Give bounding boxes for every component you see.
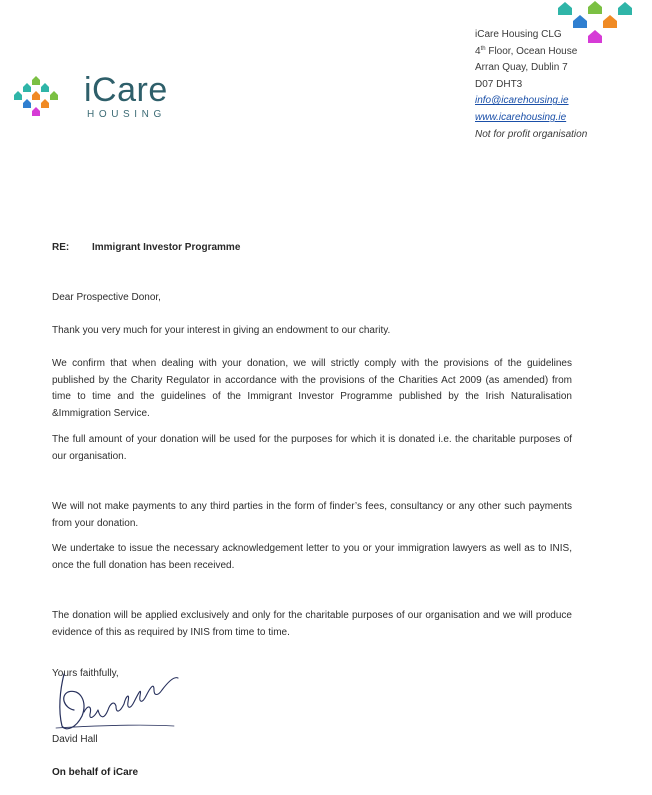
email-link[interactable]: info@icarehousing.ie [475,95,569,107]
subject-line [52,242,240,253]
house-shape-teal-right [618,2,632,15]
address-org-name: iCare Housing CLG [475,29,562,40]
house-cluster-logo-icon [13,74,59,120]
logo-wordmark: iCare [84,71,168,109]
closing: Yours faithfully, [52,668,119,679]
paragraph-thanks: Thank you very much for your interest in giving an endowment to our charity. [52,325,391,336]
nonprofit-note: Not for profit organisation [475,128,588,140]
address-floor [475,44,645,61]
paragraph-applied: The donation will be applied exclusively and only for the charitable purposes of our organisation and we will produce evidence of this as required by INIS from time to time. [52,610,572,638]
address-floor-rest: Floor, Ocean House [485,45,578,57]
paragraph-no-payments: We will not make payments to any third parties in the form of finder’s fees, consultancy or any other such payments from your donation. [52,501,572,529]
handwritten-signature [50,666,200,736]
address-street: Arran Quay, Dublin 7 [475,62,568,74]
house-shape-green [588,1,602,14]
icare-housing-logo [13,72,173,122]
address-block [475,27,645,143]
signatory-name: David Hall [52,734,98,745]
paragraph-full-amount: The full amount of your donation will be used for the purposes for which it is donated i.e. the charitable purposes of our organisation. [52,434,572,462]
re-subject: Immigrant Investor Programme [92,242,241,253]
address-postcode: D07 DHT3 [475,78,523,90]
logo-subtitle: HOUSING [87,109,166,120]
paragraph-acknowledgement: We undertake to issue the necessary acknowledgement letter to you or your immigration lawyers as well as to INIS, once the full donation has been received. [52,543,572,571]
on-behalf-line: On behalf of iCare [52,767,139,778]
address-floor-suffix: th [480,45,486,52]
house-shape-teal [558,2,572,15]
address-floor-number: 4 [475,45,481,57]
paragraph-confirm: We confirm that when dealing with your donation, we will strictly comply with the provisions of the guidelines published by the Charity Regulator in accordance with the provisions of the Charities Act 2009 (as amended) from time to time and the guidelines of the Immigrant Investor Programme published by the Irish Naturalisation &Immigration Service. [52,358,572,420]
website-link[interactable]: www.icarehousing.ie [475,111,567,123]
re-label: RE: [52,242,70,253]
greeting: Dear Prospective Donor, [52,292,161,303]
